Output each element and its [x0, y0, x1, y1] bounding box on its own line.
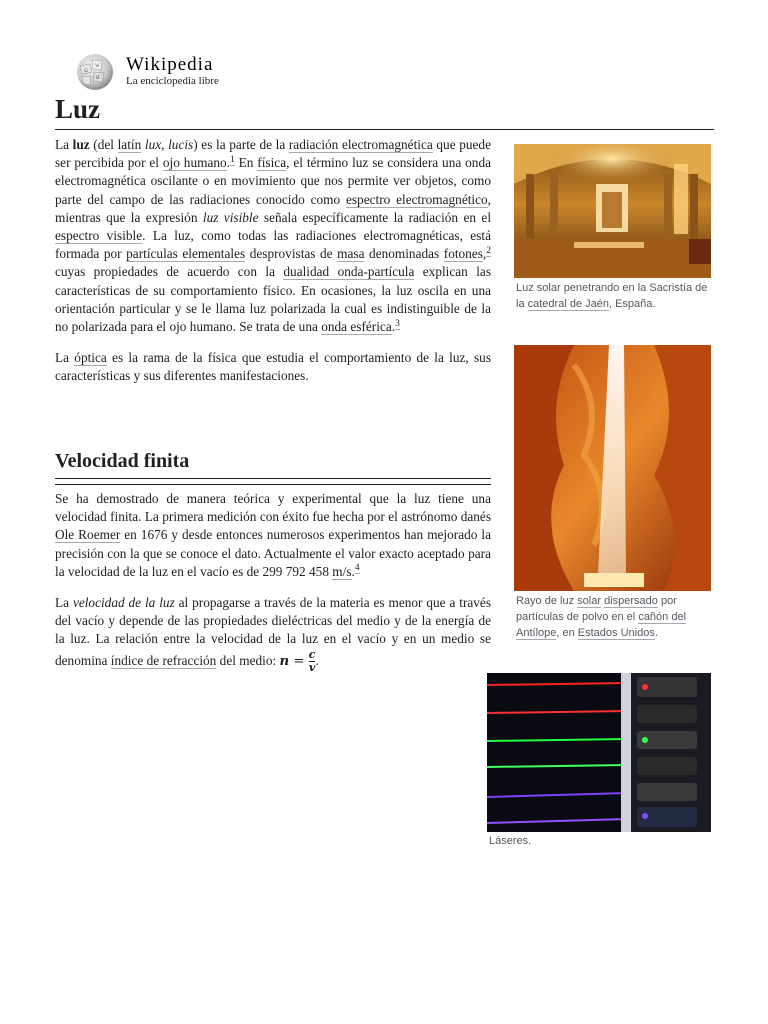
svg-text:И: И — [96, 76, 100, 81]
section-divider-secondary — [55, 484, 491, 485]
intro-paragraph-2: La óptica es la rama de la física que estudia el comportamiento de la luz, sus características y sus diferentes manifestaciones. — [55, 350, 491, 384]
link-fisica[interactable]: física — [257, 155, 287, 171]
wikipedia-logo[interactable] — [72, 52, 252, 92]
reference-3[interactable]: 3 — [395, 318, 400, 329]
link-espectro-electromagnetico[interactable]: espectro electromagnético — [345, 191, 488, 207]
link-ole-roemer[interactable]: Ole Roemer — [55, 527, 121, 543]
wikipedia-tagline: La enciclopedia libre — [126, 75, 219, 87]
svg-text:W: W — [95, 64, 100, 69]
link-estados-unidos[interactable]: Estados Unidos — [577, 627, 655, 639]
intro-text — [55, 136, 491, 386]
reference-1[interactable]: 1 — [229, 154, 235, 165]
link-onda-esferica[interactable]: onda esférica — [321, 319, 392, 335]
velocidad-paragraph-1: Se ha demostrado de manera teórica y experimental que la luz tiene una velocidad finita. La primera medición con éxito fue hecha por el astrónomo danés Ole Roemer en 1676 y desde entonces numerosos experimentos han mejorado la precisión con la que se conoce el dato. Actualmente el valor exacto aceptado para la velocidad de la luz en el vacío es de 299 792 458 m/s.$^4$ — [55, 491, 491, 579]
link-particulas-elementales[interactable]: partículas elementales — [126, 246, 246, 262]
refraction-formula: n = $\frac{c}{v}$ — [279, 647, 316, 674]
reference-4[interactable]: 4 — [354, 563, 360, 574]
link-fotones[interactable]: fotones — [443, 246, 483, 262]
velocidad-paragraph-2: La velocidad de la luz al propagarse a través de la materia es menor que a través del vacío y depende de las propiedades dieléctricas del medio y de la energía de la luz. La relación entre la velocidad de la luz en el vacío y en un medio se denomina índice de refracción del medio: n = $\frac{c}{v}$ . — [55, 595, 491, 674]
link-dispersado[interactable]: dispersado — [604, 595, 658, 607]
link-latin[interactable]: latín — [117, 137, 142, 152]
link-radiacion-electromagnetica[interactable]: radiación electromagnética — [288, 137, 433, 152]
link-espectro-visible[interactable]: espectro visible — [55, 228, 143, 244]
link-m-s[interactable]: m/s — [332, 563, 352, 579]
section-divider — [55, 478, 491, 479]
wikipedia-wordmark: Wikipedia — [126, 54, 214, 75]
page-title: Luz — [55, 94, 101, 124]
caption-sacristia: Luz solar penetrando en la Sacristía de la catedral de Jaén, España. — [516, 282, 708, 310]
image-canon-antilope[interactable] — [514, 345, 711, 591]
wikipedia-globe-icon — [72, 52, 118, 92]
title-divider — [55, 129, 714, 130]
link-solar[interactable]: solar — [577, 595, 601, 607]
link-indice-de-refraccion[interactable]: índice de refracción — [110, 652, 217, 668]
link-optica[interactable]: óptica — [74, 350, 107, 366]
link-masa[interactable]: masa — [337, 246, 365, 262]
image-laseres[interactable] — [487, 673, 711, 832]
svg-text:Ω: Ω — [84, 69, 88, 74]
link-ojo-humano[interactable]: ojo humano — [162, 155, 227, 171]
link-catedral-de-jaen[interactable]: catedral de Jaén — [527, 298, 609, 310]
image-sacristia-catedral[interactable] — [514, 144, 711, 278]
section-heading-velocidad-finita: Velocidad finita — [55, 450, 190, 472]
caption-canon: Rayo de luz solar dispersado por partículas de polvo en el cañón del Antílope, en Estados Unidos. — [516, 595, 687, 639]
caption-laseres: Láseres. — [489, 835, 532, 847]
reference-2[interactable]: 2 — [486, 245, 491, 256]
link-dualidad-onda-particula[interactable]: dualidad onda-partícula — [283, 264, 415, 280]
intro-paragraph-1: La luz (del latín lux, lucis) es la parte de la radiación electromagnética que puede ser percibida por el ojo humano.$^1$ En física, el término luz se considera una onda electromagnética oscilante o en movimiento que nos permite ver objetos, como parte del campo de las radiaciones conocido como espectro electromagnético, mientras que la expresión luz visible señala específicamente la radiación en el espectro visible. La luz, como todas las radiaciones electromagnéticas, está formada por partículas elementales desprovistas de masa denominadas fotones,$^2$ cuyas propiedades de acuerdo con la dualidad onda-partícula explican las características de su comportamiento físico. En ocasiones, la luz oscila en una orientación particular y se le llama luz polarizada la cual es indistinguible de la no polarizada para el ojo humano. Se trata de una onda esférica.$^3$ — [55, 137, 492, 335]
section-velocidad-text — [55, 490, 491, 674]
link-canon-del-antilope[interactable]: cañón del Antílope — [516, 611, 687, 639]
